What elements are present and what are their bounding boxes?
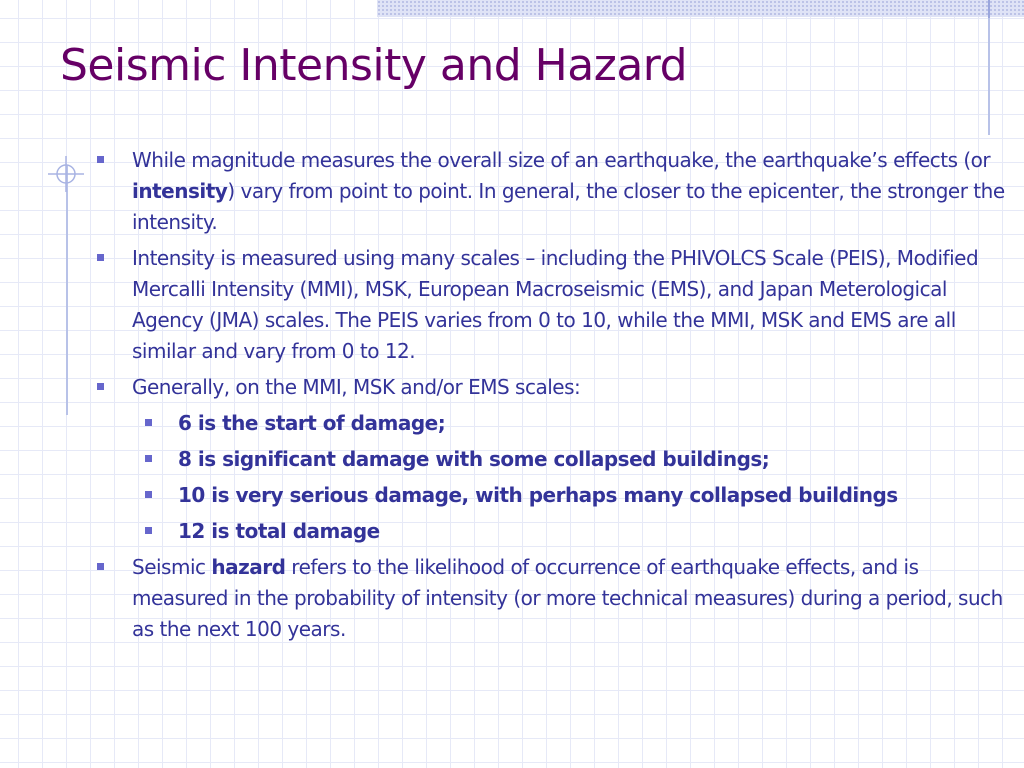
square-bullet-icon bbox=[145, 491, 152, 498]
sub-bullet-8 bbox=[96, 444, 1020, 475]
right-guide-line bbox=[988, 0, 990, 135]
bullet-text: refers to the likelihood of occurrence of earthquake effects, and is measured in the probability of intensity (or more technical measures) during a period, such as the next 100 years. bbox=[132, 555, 1003, 641]
square-bullet-icon bbox=[145, 455, 152, 462]
sub-bullet-text: 6 is the start of damage; bbox=[178, 411, 446, 435]
square-bullet-icon bbox=[97, 156, 104, 163]
crosshair-icon bbox=[48, 156, 84, 192]
bullet-magnitude-vs-intensity bbox=[96, 145, 1020, 238]
sub-bullet-12 bbox=[96, 516, 1020, 547]
sub-bullet-text: 12 is total damage bbox=[178, 519, 380, 543]
right-guide-line-cap bbox=[988, 0, 990, 18]
sub-bullet-text: 8 is significant damage with some collapsed buildings; bbox=[178, 447, 770, 471]
dotted-header-band bbox=[377, 0, 1024, 17]
bullet-text: ) vary from point to point. In general, the closer to the epicenter, the stronger the intensity. bbox=[132, 179, 1005, 234]
left-guide-line bbox=[66, 165, 68, 415]
sub-bullet-text: 10 is very serious damage, with perhaps many collapsed buildings bbox=[178, 483, 898, 507]
slide-title: Seismic Intensity and Hazard bbox=[60, 40, 688, 91]
square-bullet-icon bbox=[145, 527, 152, 534]
bullet-intensity-scales bbox=[96, 243, 1020, 367]
square-bullet-icon bbox=[145, 419, 152, 426]
bullet-text: Seismic bbox=[132, 555, 212, 579]
square-bullet-icon bbox=[97, 563, 104, 570]
bullet-bold-term: intensity bbox=[132, 179, 228, 203]
bullet-text: Intensity is measured using many scales – including the PHIVOLCS Scale (PEIS), Modified Mercalli Intensity (MMI), MSK, European Macroseismic (EMS), and Japan Meterological Agency (JMA) scales. The PEIS varies from 0 to 10, while the MMI, MSK and EMS are all similar and vary from 0 to 12. bbox=[132, 246, 979, 363]
square-bullet-icon bbox=[97, 383, 104, 390]
bullet-text: Generally, on the MMI, MSK and/or EMS scales: bbox=[132, 375, 581, 399]
bullet-bold-term: hazard bbox=[211, 555, 286, 579]
sub-bullet-6 bbox=[96, 408, 1020, 439]
bullet-seismic-hazard bbox=[96, 552, 1020, 645]
bullet-scales-intro bbox=[96, 372, 1020, 403]
sub-bullet-10 bbox=[96, 480, 1020, 511]
square-bullet-icon bbox=[97, 254, 104, 261]
bullet-text: While magnitude measures the overall size of an earthquake, the earthquake’s effects (or bbox=[132, 148, 991, 172]
slide-body bbox=[96, 145, 1020, 650]
